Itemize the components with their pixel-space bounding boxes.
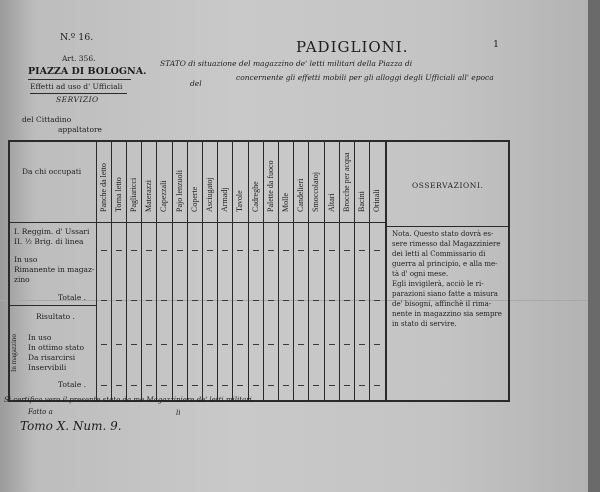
observation-line: parazioni siano fatte a misura — [392, 290, 498, 298]
title-line1: STATO di situazione del magazzino de' letti militari della Piazza di — [160, 59, 413, 68]
observation-line: Egli invigilerà, acciò le ri- — [392, 280, 484, 288]
city-label: PIAZZA DI BOLOGNA. — [28, 66, 147, 77]
observation-line: de' bisogni, affinchè il rima- — [392, 300, 492, 308]
observation-line: nente in magazzino sia sempre — [392, 310, 502, 318]
observation-line: dei letti al Commissario di — [392, 250, 486, 258]
title-prefix: del — [190, 79, 202, 88]
rule — [28, 79, 131, 80]
column-header: Candelieri — [296, 178, 305, 212]
occupancy-header: Da chi occupati — [22, 167, 82, 176]
row-label: Risultato . — [36, 312, 75, 321]
volume-label: Tomo X. Num. 9. — [20, 419, 122, 433]
certification-line: Si certifica vero il presente stato da me Magazziniere de' letti militari. — [4, 396, 255, 404]
done-at-label: Fatto a — [28, 408, 53, 416]
paper-fold — [0, 300, 588, 301]
observation-line: in stato di servire. — [392, 320, 457, 328]
column-header: Tavole — [235, 190, 244, 212]
column-header: Coperte — [190, 186, 199, 212]
row-label: zino — [14, 275, 30, 284]
row-label: In uso — [28, 333, 52, 342]
article-number: Art. 356. — [62, 54, 96, 63]
effects-label: Effetti ad uso d' Ufficiali — [30, 82, 123, 91]
column-header: Palette da fuoco — [266, 160, 275, 212]
column-header: Orinali — [372, 189, 381, 212]
row-label: In ottimo stato — [28, 343, 84, 352]
observation-line: guerra al principio, e alla me- — [392, 260, 498, 268]
column-header: Torna letto — [114, 177, 123, 212]
column-header: Asciugatoj — [205, 177, 214, 212]
column-header: Brocche per acqua — [342, 152, 351, 212]
day-label: li — [176, 409, 181, 417]
observations-header: OSSERVAZIONI. — [412, 181, 484, 190]
contractor-line1: del Cittadino — [22, 115, 72, 124]
row-label: Da risarcirsi — [28, 353, 76, 362]
column-header: Molle — [281, 192, 290, 212]
row-label: Inservibili — [28, 363, 67, 372]
column-header: Smoccolatoj — [311, 172, 320, 212]
page-mark: 1 — [493, 39, 500, 50]
observation-line: sere rimesso dal Magazziniere — [392, 240, 501, 248]
row-label: In uso — [14, 255, 38, 264]
scan-edge — [588, 0, 600, 492]
observation-line: tà d' ogni mese. — [392, 270, 449, 278]
row-label: Totale . — [58, 380, 87, 389]
column-header: Armadj — [220, 187, 229, 212]
column-header: Panche da letto — [99, 163, 108, 212]
column-header: Pajo lenzuoli — [175, 170, 184, 212]
row-label: II. ½ Brig. di linea — [14, 237, 84, 246]
service-label: SERVIZIO — [56, 95, 99, 104]
column-header: Pagliaricci — [129, 177, 138, 212]
page-title: PADIGLIONI. — [296, 38, 409, 56]
column-header: Capezzali — [159, 180, 168, 212]
column-header: Cadreghe — [251, 181, 260, 212]
rule — [30, 93, 127, 94]
column-header: Materazzi — [144, 180, 153, 212]
title-line2: concernente gli effetti mobili per gli alloggi degli Ufficiali all' epoca — [236, 73, 494, 82]
column-header: Bacini — [357, 191, 366, 212]
row-label: Totale . — [58, 293, 87, 302]
document-number: N.º 16. — [60, 32, 94, 43]
contractor-line2: appaltatore — [58, 125, 102, 134]
row-label: Rimanente in magaz- — [14, 265, 95, 274]
column-header: Altari — [327, 193, 336, 212]
row-label: I. Reggim. d' Ussari — [14, 227, 90, 236]
row-group-label: In magazzino — [10, 334, 18, 372]
observation-line: Nota. Questo stato dovrà es- — [392, 230, 494, 238]
